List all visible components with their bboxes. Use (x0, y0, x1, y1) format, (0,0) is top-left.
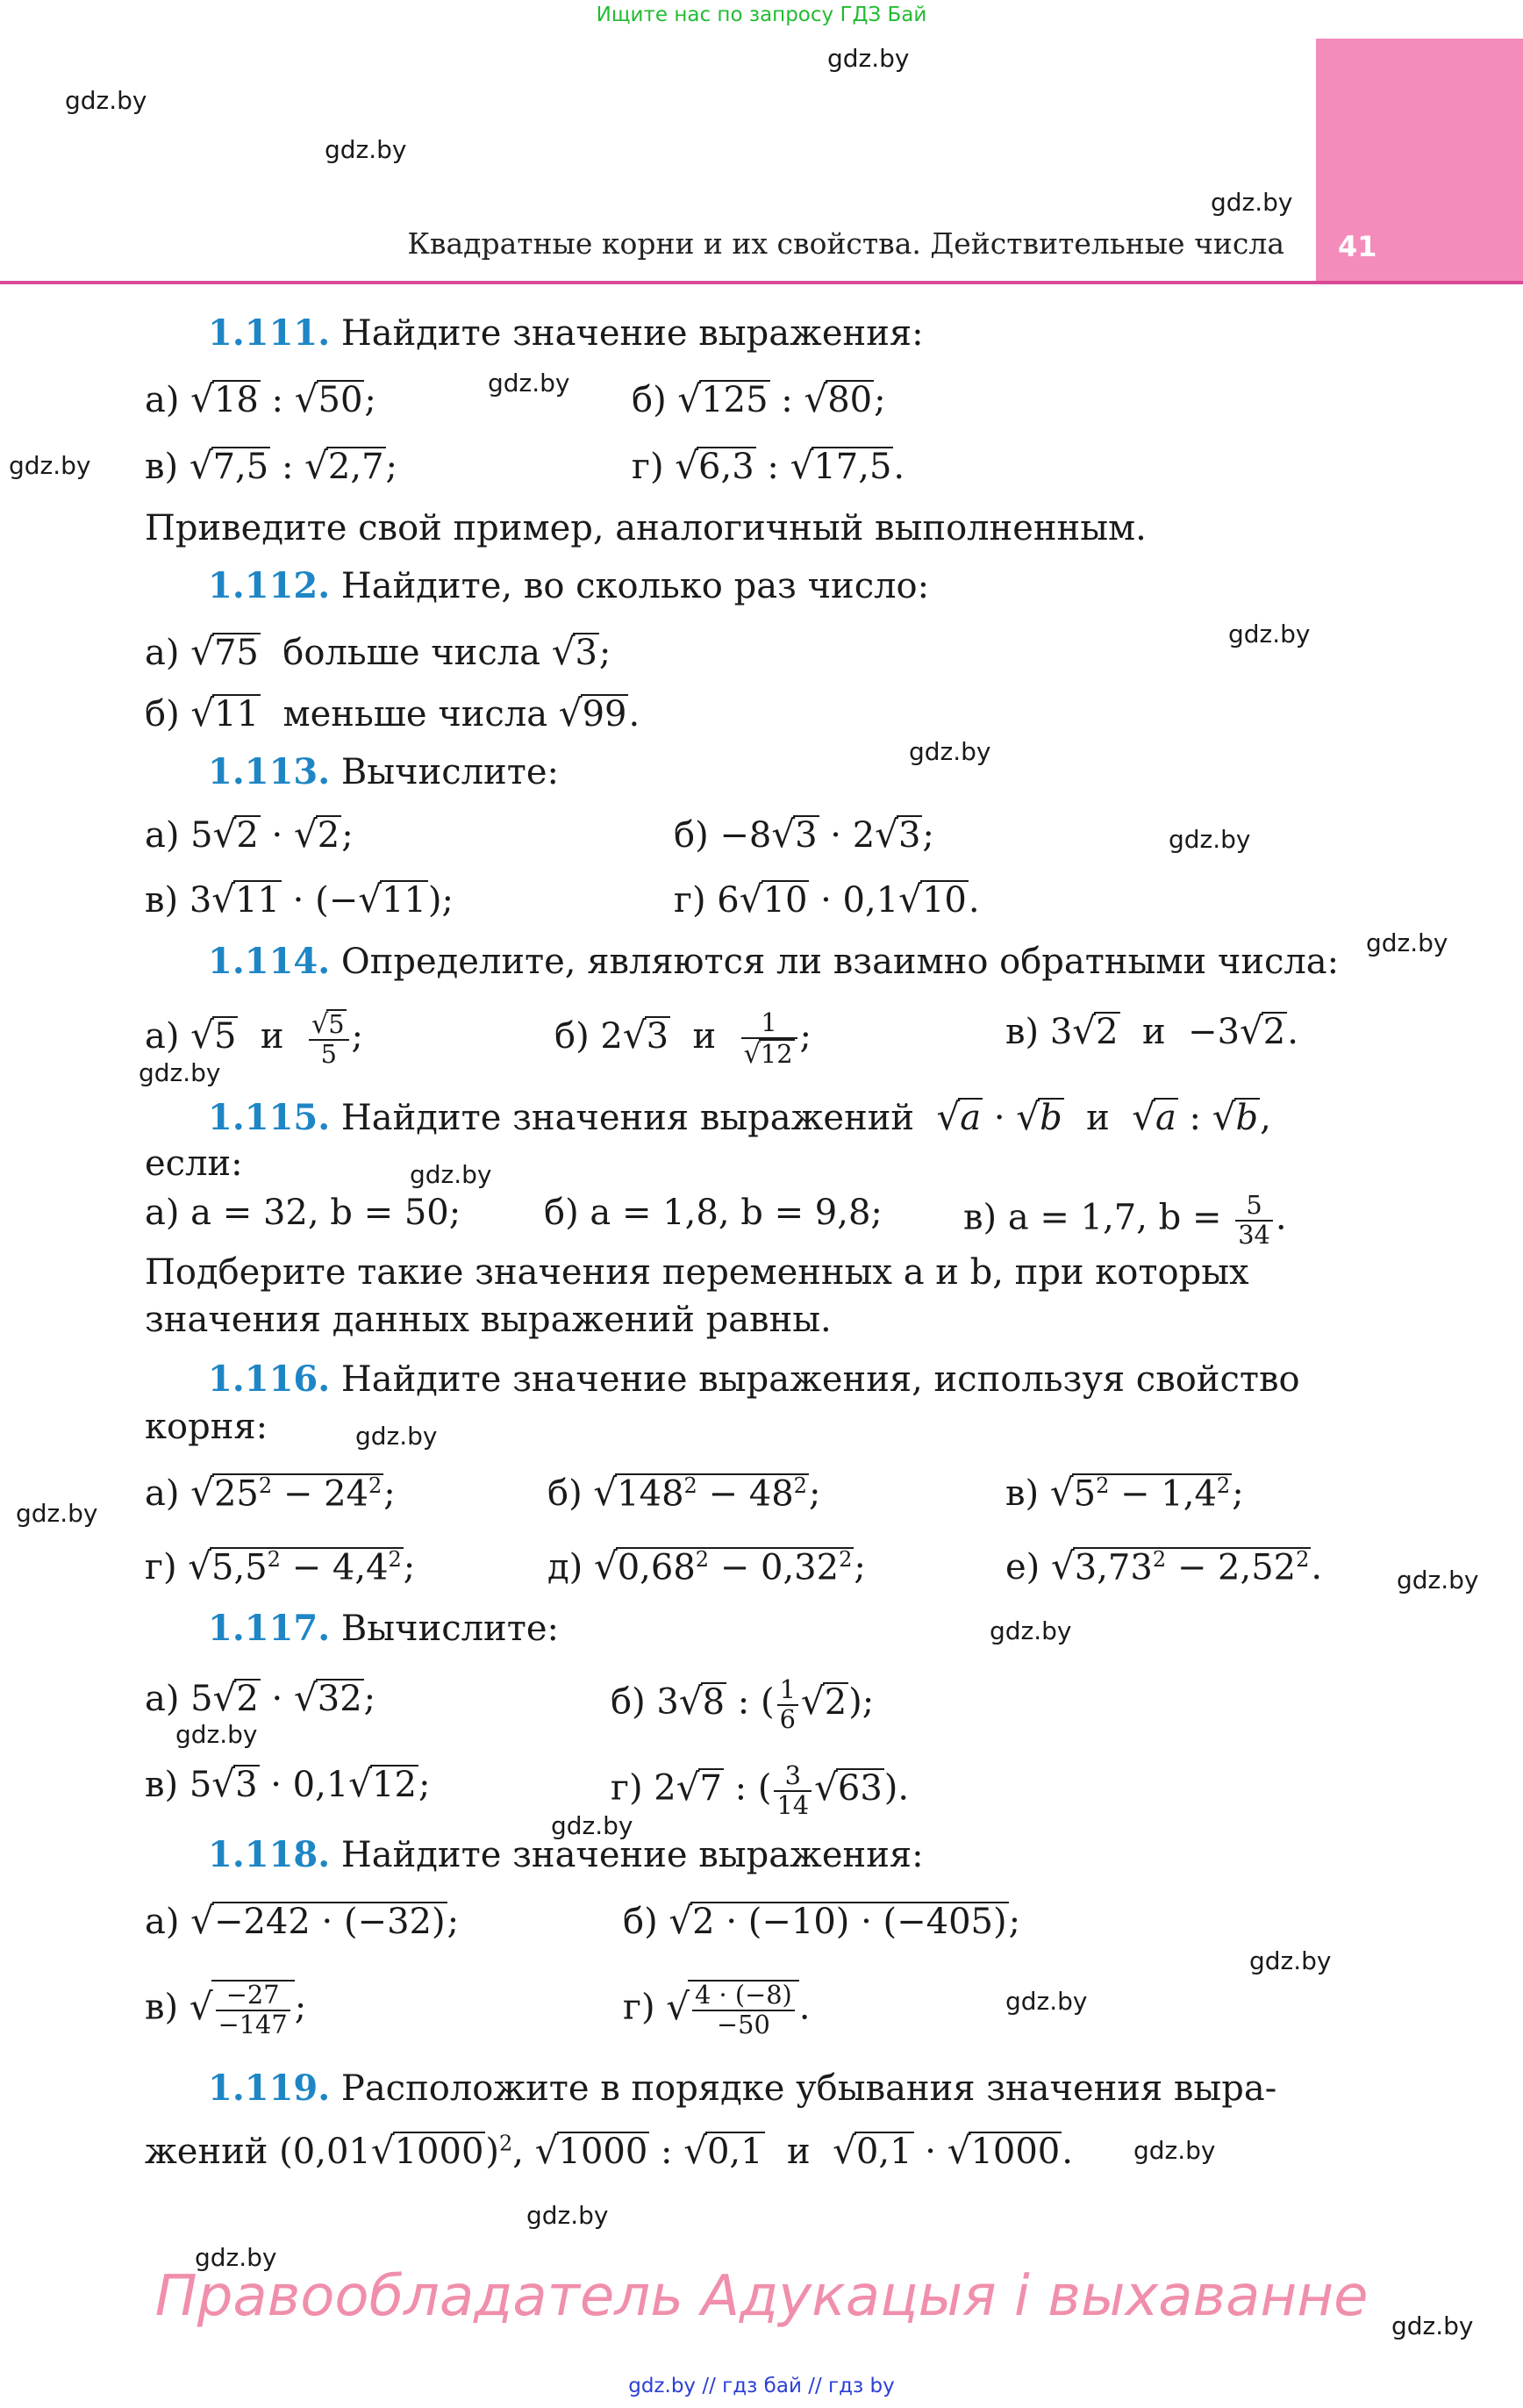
radicand: 80 (827, 380, 873, 420)
radicand: 50 (318, 380, 363, 420)
item-text: меньше числа (282, 694, 548, 735)
exercise-1-118-v: в) √ $\frac{-27}{-147}$ ; (145, 1980, 307, 2039)
exercise-1-111-g: г) √6,3 : √17,5. (632, 444, 905, 487)
watermark: gdz.by (175, 1720, 258, 1749)
watermark: gdz.by (1366, 928, 1448, 957)
exercise-title: Определите, являются ли взаимно обратными числа: (340, 942, 1340, 982)
exercise-1-111-a: а) √18 : √50; (145, 377, 376, 420)
exercise-1-119-cont: жений $(0,01√1000)^2$, √1000 : √0,1 и √0,1 · √1000. (145, 2129, 1073, 2172)
item-label: а) (145, 1473, 180, 1514)
exercise-1-117-b: б) 3√8 : ( $\frac{1}{6}$ √2); (611, 1674, 875, 1734)
watermark: gdz.by (1397, 1566, 1479, 1595)
exercise-number: 1.111. (208, 312, 331, 354)
item-label: а) (145, 633, 180, 673)
exercise-number: 1.114. (208, 941, 331, 982)
item-label: в) (963, 1197, 997, 1238)
item-label: б) (145, 694, 180, 735)
exercise-1-112-b: б) √11 меньше числа √99. (145, 692, 640, 735)
item-label: д) (547, 1547, 583, 1587)
radicand: 17,5 (813, 447, 892, 487)
watermark: gdz.by (1211, 188, 1293, 217)
exercise-1-116-heading (208, 1358, 1300, 1401)
item-label: б) (623, 1902, 658, 1942)
watermark: gdz.by (1133, 2136, 1216, 2165)
watermark: gdz.by (410, 1160, 492, 1189)
item-label: б) (554, 1015, 590, 1057)
top-link-text: Ищите нас по запросу ГДЗ Бай (596, 4, 927, 26)
radicand: 7,5 (212, 447, 269, 487)
conjunction: и (1086, 1098, 1110, 1138)
exercise-1-113-heading (208, 751, 559, 793)
exercise-1-114-a: а) √5 и $\frac{√5}{5}$ ; (145, 1009, 364, 1070)
watermark: gdz.by (1228, 620, 1311, 649)
item-text: жений (145, 2132, 268, 2172)
item-label: а) (145, 1193, 180, 1233)
exercise-1-113-a: а) 5√2 · √2; (145, 813, 354, 856)
item-label: а) (145, 1679, 180, 1719)
watermark: gdz.by (325, 135, 407, 164)
footer-links[interactable]: gdz.by // гдз бай // гдз by (628, 2375, 895, 2397)
exercise-1-117-heading (208, 1608, 559, 1650)
exercise-1-115-note-1: Подберите такие значения переменных a и b, при которых (145, 1252, 1249, 1293)
radicand: 3 (575, 633, 597, 673)
exercise-1-115-v: в) a = 1,7, b = $\frac{5}{34}$ . (963, 1190, 1287, 1250)
exercise-1-115-note-2: значения данных выражений равны. (145, 1300, 832, 1340)
exercise-1-116-a: а) $√25^2 - 24^2$; (145, 1471, 396, 1514)
conjunction: и (260, 1015, 284, 1057)
exercise-1-111-note: Приведите свой пример, аналогичный выполненным. (145, 508, 1147, 548)
item-label: г) (623, 1987, 655, 2028)
radicand: 11 (214, 694, 260, 735)
exercise-1-116-d: д) $√0,68^2 - 0,32^2$; (547, 1544, 866, 1587)
watermark: gdz.by (827, 44, 910, 73)
conjunction: и (1141, 1012, 1166, 1052)
exercise-title: Расположите в порядке убывания значения выра- (340, 2068, 1277, 2109)
watermark: gdz.by (139, 1058, 221, 1087)
watermark: gdz.by (65, 86, 147, 115)
exercise-1-115-cont: если: (145, 1143, 243, 1184)
radicand: 99 (582, 694, 627, 735)
item-label: а) (145, 1902, 180, 1942)
item-label: е) (1005, 1547, 1040, 1587)
running-header: Квадратные корни и их свойства. Действительные числа (407, 226, 1284, 261)
exercise-number: 1.113. (208, 751, 331, 792)
exercise-number: 1.116. (208, 1358, 331, 1400)
exercise-title: Найдите, во сколько раз число: (340, 566, 930, 606)
watermark: gdz.by (990, 1616, 1072, 1645)
exercise-number: 1.117. (208, 1608, 331, 1649)
exercise-1-116-g: г) $√5,5^2 - 4,4^2$; (145, 1544, 416, 1587)
exercise-number: 1.115. (208, 1097, 331, 1138)
item-label: в) (145, 447, 179, 487)
exercise-1-114-heading (208, 941, 1339, 983)
watermark: gdz.by (195, 2243, 277, 2272)
rights-notice: Правообладатель Адукацыя і выхаванне (154, 2264, 1369, 2329)
item-label: б) (674, 815, 709, 856)
radicand: 6,3 (698, 447, 754, 487)
item-values: a = 1,7, b = (1007, 1197, 1222, 1238)
watermark: gdz.by (1249, 1946, 1332, 1975)
exercise-1-117-a: а) 5√2 · √32; (145, 1676, 376, 1719)
item-label: в) (145, 1765, 179, 1805)
item-label: г) (632, 447, 664, 487)
exercise-1-114-b: б) 2√3 и $\frac{1}{√12}$ ; (554, 1007, 812, 1070)
conjunction: и (692, 1015, 717, 1057)
exercise-number: 1.119. (208, 2068, 331, 2109)
item-text: больше числа (282, 633, 540, 673)
watermark: gdz.by (551, 1811, 633, 1840)
item-label: а) (145, 815, 180, 856)
exercise-1-116-b: б) $√148^2 - 48^2$; (547, 1471, 821, 1514)
exercise-1-118-a: а) √−242 · (−32); (145, 1899, 460, 1942)
radicand: 18 (213, 380, 259, 420)
exercise-1-115-heading: 1.115. Найдите значения выражений √a · √b и √a : √b, (208, 1095, 1271, 1138)
watermark: gdz.by (355, 1422, 438, 1451)
item-label: в) (145, 1987, 179, 2028)
exercise-1-116-e: е) $√3,73^2 - 2,52^2$. (1005, 1544, 1323, 1587)
exercise-1-116-cont: корня: (145, 1407, 268, 1447)
item-label: б) (632, 380, 667, 420)
exercise-title: Найдите значение выражения: (340, 1835, 924, 1875)
exercise-number: 1.118. (208, 1834, 331, 1875)
exercise-1-117-v: в) 5√3 · 0,1√12; (145, 1762, 431, 1805)
radicand: 2,7 (327, 447, 384, 487)
exercise-1-119-heading (208, 2068, 1276, 2110)
watermark: gdz.by (526, 2201, 609, 2230)
item-label: б) (547, 1473, 583, 1514)
exercise-title: Вычислите: (340, 752, 559, 792)
watermark: gdz.by (488, 369, 570, 398)
exercise-1-116-v: в) $√5^2 - 1,4^2$; (1005, 1471, 1244, 1514)
page-number: 41 (1338, 230, 1377, 263)
item-label: а) (145, 1015, 180, 1057)
exercise-1-115-b (544, 1192, 883, 1234)
exercise-number: 1.112. (208, 565, 331, 606)
exercise-1-112-a: а) √75 больше числа √3; (145, 630, 611, 673)
exercise-title: Найдите значения выражений (340, 1098, 915, 1138)
exercise-1-118-heading (208, 1834, 924, 1876)
item-label: а) (145, 380, 180, 420)
item-label: б) (611, 1681, 646, 1723)
watermark: gdz.by (9, 451, 91, 480)
item-label: г) (674, 880, 706, 921)
header-rule (0, 281, 1523, 284)
exercise-1-112-heading (208, 565, 929, 607)
exercise-1-111-heading (208, 312, 924, 355)
exercise-title: Найдите значение выражения: (340, 313, 924, 354)
exercise-1-114-v: в) 3√2 и −3√2. (1005, 1009, 1298, 1052)
item-values: a = 32, b = 50; (190, 1193, 461, 1233)
exercise-1-115-a (145, 1192, 461, 1234)
radicand: 125 (701, 380, 769, 420)
exercise-1-111-b: б) √125 : √80; (632, 377, 886, 420)
exercise-title: Найдите значение выражения, используя свойство (340, 1359, 1300, 1400)
watermark: gdz.by (1005, 1987, 1088, 2016)
exercise-1-113-v: в) 3√11 · (−√11); (145, 878, 454, 921)
conjunction: и (787, 2132, 811, 2172)
exercise-1-118-b: б) √2 · (−10) · (−405); (623, 1899, 1021, 1942)
item-values: a = 1,8, b = 9,8; (590, 1193, 883, 1233)
item-label: г) (145, 1547, 177, 1587)
item-label: г) (611, 1767, 643, 1809)
watermark: gdz.by (1169, 825, 1251, 854)
exercise-title: Вычислите: (340, 1609, 559, 1649)
exercise-1-117-g: г) 2√7 : ( $\frac{3}{14}$ √63). (611, 1760, 910, 1820)
radicand: 75 (213, 633, 259, 673)
item-label: б) (544, 1193, 579, 1233)
watermark: gdz.by (909, 737, 991, 766)
item-label: в) (1005, 1473, 1040, 1514)
exercise-1-111-v: в) √7,5 : √2,7; (145, 444, 398, 487)
exercise-1-113-g: г) 6√10 · 0,1√10. (674, 878, 980, 921)
exercise-1-113-b: б) −8√3 · 2√3; (674, 813, 934, 856)
item-label: в) (145, 880, 179, 921)
watermark: gdz.by (16, 1499, 98, 1528)
exercise-1-118-g: г) √ $\frac{4 \cdot (-8)}{-50}$ . (623, 1980, 811, 2039)
item-label: в) (1005, 1012, 1040, 1052)
watermark: gdz.by (1391, 2311, 1474, 2340)
